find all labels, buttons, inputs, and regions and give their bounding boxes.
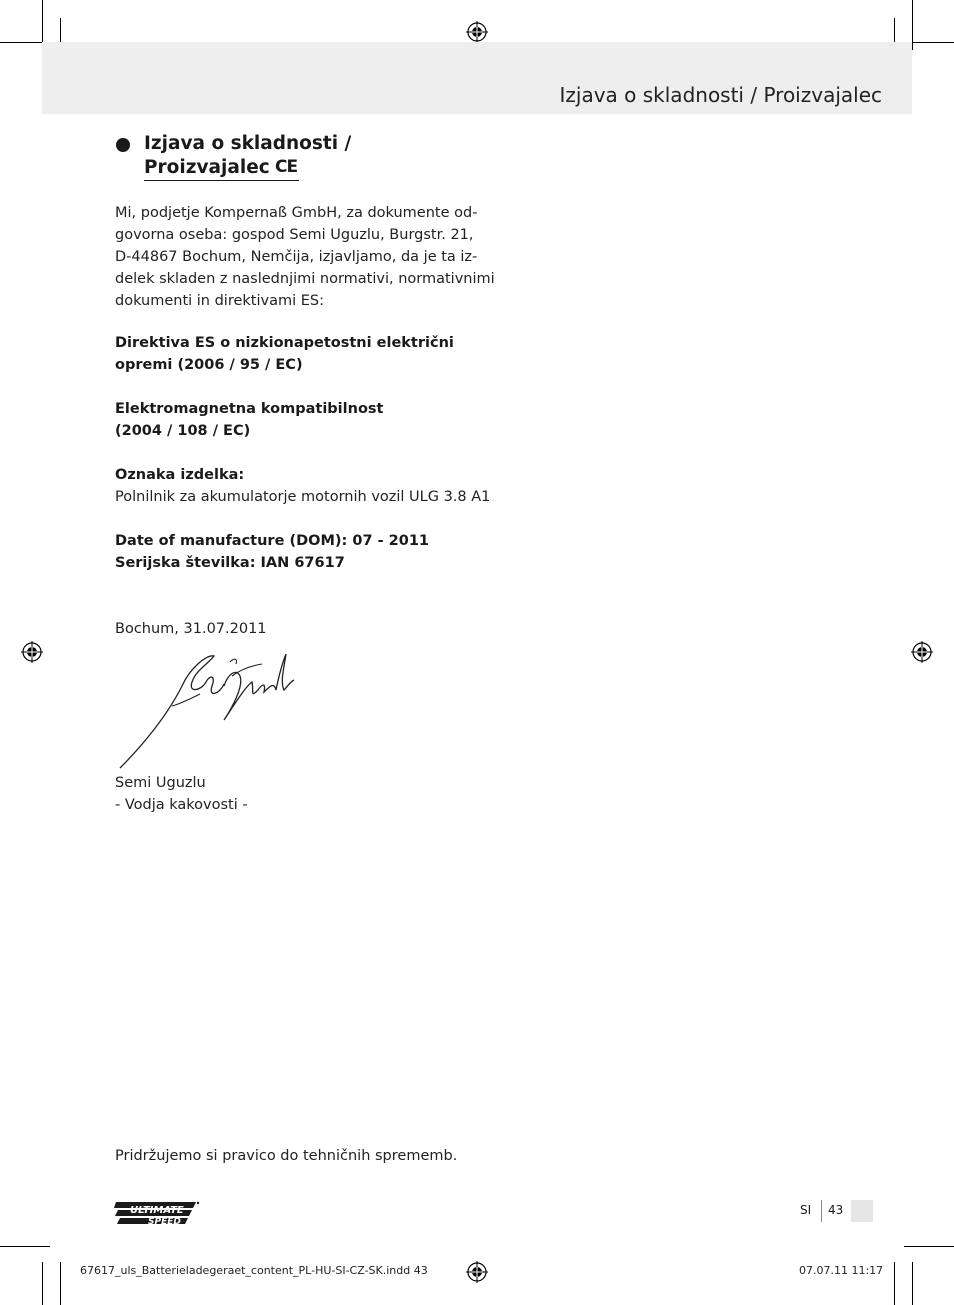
manufacture-date: Date of manufacture (DOM): 07 - 2011: [115, 533, 430, 549]
section-title-line-1: Izjava o skladnosti /: [144, 133, 352, 154]
registration-mark-icon: [466, 1261, 488, 1283]
intro-line: dokumenti in direktivami ES:: [115, 293, 324, 309]
product-label: Oznaka izdelka:: [115, 467, 245, 483]
product-value: Polnilnik za akumulatorje motornih vozil ULG 3.8 A1: [115, 489, 491, 505]
directive-lv-line-2: opremi (2006 / 95 / EC): [115, 357, 303, 373]
registration-mark-icon: [466, 21, 488, 43]
section-title-underline: [144, 180, 299, 181]
logo-text-top: ULTIMATE: [130, 1205, 184, 1216]
signer-role: - Vodja kakovosti -: [115, 797, 248, 813]
crop-mark: [894, 1262, 895, 1305]
slug-filename: 67617_uls_Batterieladegeraet_content_PL-HU-SI-CZ-SK.indd 43: [80, 1264, 428, 1277]
intro-line: govorna oseba: gospod Semi Uguzlu, Burgstr. 21,: [115, 227, 474, 243]
intro-line: Mi, podjetje Kompernaß GmbH, za dokumente od-: [115, 205, 478, 221]
logo-text-bottom: SPEED: [148, 1217, 181, 1227]
bullet-icon: [116, 138, 130, 152]
footer-tab-box: [851, 1200, 873, 1222]
signer-name: Semi Uguzlu: [115, 775, 206, 791]
section-title-line-2: Proizvajalec: [144, 157, 270, 178]
directive-lv-line-1: Direktiva ES o nizkionapetostni električni: [115, 335, 454, 351]
slug-timestamp: 07.07.11 11:17: [799, 1264, 884, 1277]
intro-line: delek skladen z naslednjimi normativi, normativnimi: [115, 271, 495, 287]
crop-mark: [912, 0, 913, 50]
directive-emc-line-1: Elektromagnetna kompatibilnost: [115, 401, 384, 417]
crop-mark: [60, 1262, 61, 1305]
place-date: Bochum, 31.07.2011: [115, 621, 267, 637]
crop-mark: [912, 1262, 913, 1305]
disclaimer-text: Pridržujemo si pravico do tehničnih sprememb.: [115, 1148, 458, 1164]
intro-line: D-44867 Bochum, Nemčija, izjavljamo, da je ta iz-: [115, 249, 478, 265]
serial-number: Serijska številka: IAN 67617: [115, 555, 345, 571]
ultimate-speed-logo: [112, 1198, 204, 1230]
registration-mark-icon: [911, 641, 933, 663]
signature-icon: [112, 646, 297, 774]
crop-mark: [0, 1246, 50, 1247]
page-header-title: Izjava o skladnosti / Proizvajalec: [559, 83, 882, 107]
footer-page-number: 43: [828, 1203, 844, 1217]
directive-emc-line-2: (2004 / 108 / EC): [115, 423, 251, 439]
crop-mark: [904, 1246, 954, 1247]
ce-mark-icon: CE: [275, 157, 298, 177]
registration-mark-icon: [21, 641, 43, 663]
footer-language: SI: [800, 1203, 812, 1217]
crop-mark: [42, 1262, 43, 1305]
footer-separator: [821, 1200, 822, 1222]
